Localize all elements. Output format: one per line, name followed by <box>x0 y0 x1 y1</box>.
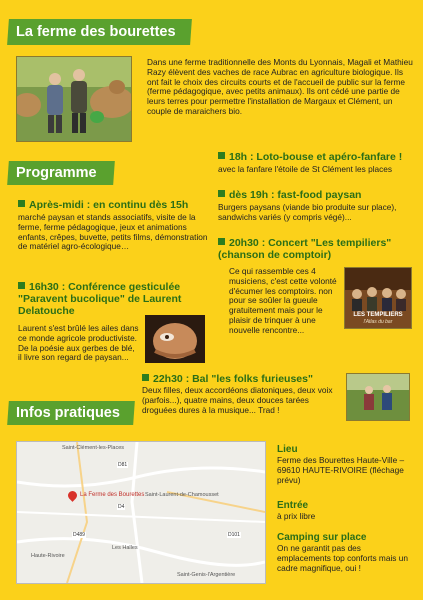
map-place: Saint-Clément-les-Places <box>62 445 125 451</box>
infos-camping <box>277 532 417 573</box>
bullet-square-icon <box>218 238 225 245</box>
programme-heading: Après-midi : en continu dès 15h <box>18 199 214 211</box>
programme-text: Burgers paysans (viande bio produite sur place), sandwichs variés (y compris végé)... <box>218 202 397 222</box>
farm-photo <box>16 56 132 142</box>
programme-item-bal <box>142 373 342 385</box>
lieu-title: Lieu <box>277 444 298 455</box>
programme-banner <box>7 161 115 185</box>
map[interactable] <box>16 441 266 584</box>
entree-text: à prix libre <box>277 511 316 521</box>
bullet-square-icon <box>18 200 25 207</box>
bullet-square-icon <box>218 190 225 197</box>
lieu-text: Ferme des Bourettes Haute-Ville – 69610 HAUTE-RIVOIRE (fléchage prévu) <box>277 455 405 485</box>
conference-text: Laurent s'est brûlé les ailes dans ce monde agricole productiviste. De la poésie aux gerbes de blé, il livre son regard de paysan... <box>18 323 139 363</box>
infos-lieu <box>277 444 417 485</box>
map-marker-label: La Ferme des Bourettes <box>80 492 145 498</box>
band-photo-caption: LES TEMPILIERS <box>353 312 403 318</box>
programme-title: Programme <box>16 165 97 181</box>
map-road-label: D101 <box>228 532 240 538</box>
programme-item-loto <box>218 151 418 175</box>
bal-photo <box>346 373 410 421</box>
programme-heading: 22h30 : Bal "les folks furieuses" <box>142 373 342 385</box>
camping-text: On ne garantit pas des emplacements top conforts mais un cadre magnifique, oui ! <box>277 543 408 573</box>
page-title: La ferme des bourettes <box>16 24 176 40</box>
bullet-square-icon <box>218 152 225 159</box>
programme-heading: 16h30 : Conférence gesticulée "Paravent bucolique" de Laurent Delatouche <box>18 281 182 317</box>
bullet-square-icon <box>142 374 149 381</box>
programme-text: avec la fanfare l'étoile de St Clément les places <box>218 164 393 174</box>
programme-item-conference <box>18 281 214 317</box>
programme-heading: 20h30 : Concert "Les tempiliers" (chanson de comptoir) <box>218 237 392 261</box>
conference-photo <box>145 315 205 363</box>
band-photo <box>344 267 412 329</box>
programme-heading: 18h : Loto-bouse et apéro-fanfare ! <box>218 151 418 163</box>
entree-title: Entrée <box>277 500 309 511</box>
programme-text: marché paysan et stands associatifs, visite de la ferme, ferme pédagogique, jeux et animations enfants, crêpes, buvette, petits films, démonstration de matériel agro-écologique… <box>18 212 208 252</box>
map-place: Saint-Laurent-de-Chamousset <box>145 492 219 498</box>
bal-text: Deux filles, deux accordéons diatoniques, deux voix (parfois...), quatre mains, deux douces tarées droguées dures à la musique... Trad ! <box>142 385 333 415</box>
map-road-label: D4 <box>118 504 125 510</box>
camping-title: Camping sur place <box>277 532 367 543</box>
programme-item-concert <box>218 237 414 261</box>
programme-item-apres-midi <box>18 199 214 252</box>
map-road-label: D81 <box>118 462 128 468</box>
programme-item-fastfood <box>218 189 414 223</box>
infos-banner <box>7 401 135 425</box>
map-place: Saint-Genis-l'Argentière <box>177 572 236 578</box>
map-place: Haute-Rivoire <box>31 553 65 559</box>
bullet-square-icon <box>18 282 25 289</box>
infos-title: Infos pratiques <box>16 405 120 421</box>
map-place: Les Halles <box>112 545 138 551</box>
page-title-banner <box>7 19 192 45</box>
intro-text: Dans une ferme traditionnelle des Monts du Lyonnais, Magali et Mathieu Razy élèvent des vaches de race Aubrac en agriculture biologique. Ils ont fait le choix des circuits courts et de l'accueil de public sur la ferme (ferme pédagogique, avec petits animaux). Ils ont cédé une partie de leurs terres pour permettre l'installation de Margaux et Clément, un couple de maraichers bio. <box>147 57 413 116</box>
programme-heading: dès 19h : fast-food paysan <box>218 189 414 201</box>
map-road-label: D489 <box>73 532 85 538</box>
concert-text: Ce qui rassemble ces 4 musiciens, c'est cette volonté d'écumer les comptoirs. non pour se soûler la gueule gratuitement mais pour le plaisir de trinquer à une nouvelle rencontre... <box>229 266 337 335</box>
band-photo-subcaption: l'Atlas du bar <box>363 319 393 325</box>
infos-entree <box>277 500 417 522</box>
